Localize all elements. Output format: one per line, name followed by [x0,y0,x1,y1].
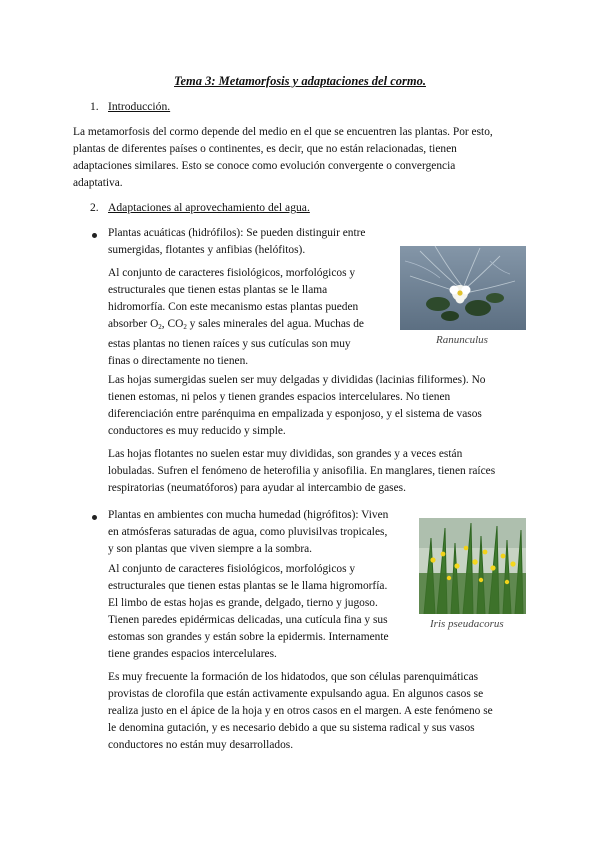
document-title: Tema 3: Metamorfosis y adaptaciones del cormo. [174,74,426,88]
text-line: estructurales que tienen estas plantas se le llama [108,284,328,296]
text-line: Tienen paredes epidérmicas delicadas, una cutícula fina y sus [108,614,388,626]
text-line: Las hojas flotantes no suelen estar muy divididas, son grandes y a veces están [108,448,463,460]
text-line: sumergidas, flotantes y anfibias (helófitos). [108,244,306,256]
bullet-marker [92,233,97,238]
text-line: lobuladas. Sufren el fenómeno de heterofilia y anisofilia. En manglares, tienen raíces [108,465,496,477]
section-title: Adaptaciones al aprovechamiento del agua. [108,201,310,214]
text-line: adaptaciones similares. Esto se conoce como evolución convergente o convergencia [73,160,456,172]
text-line: La metamorfosis del cormo depende del medio en el que se encuentren las plantas. Por esto, [73,126,493,138]
iris-pseudacorus-photo [419,518,526,614]
text-line: tiene grandes espacios intercelulares. [108,648,277,660]
hygrophytes-paragraph-1 [108,561,389,663]
text-line: Es muy frecuente la formación de los hidatodos, que son células parenquimáticas [108,671,479,683]
section-heading-adaptaciones [90,201,310,214]
absorb-suffix: y sales minerales del agua. Muchas de [186,318,364,330]
text-line: respiratorias (neumatóforos) para ayudar al intercambio de gases. [108,482,406,494]
section-title: Introducción. [108,100,171,113]
text-line: Al conjunto de caracteres fisiológicos, morfológicos y [108,267,356,279]
text-line: provistas de clorofila que están activamente expulsando agua. En algunos casos se [108,688,484,700]
co2-subscript: 2 [183,323,187,331]
text-line: plantas de diferentes países o continentes, es decir, que no están relacionadas, tienen [73,143,457,155]
text-line: conductores no están muy desarrollados. [108,739,294,751]
absorb-line [108,316,364,336]
absorb-mid: , CO [161,318,184,330]
text-line: realiza justo en el ápice de la hoja y en otros casos en el margen. A este fenómeno se [108,705,493,717]
text-line: finas o directamente no tienen. [108,355,249,367]
intro-paragraph [73,124,493,192]
iris-caption: Iris pseudacorus [430,618,504,630]
ranunculus-photo [400,246,526,330]
absorb-prefix: absorber O [108,318,159,330]
hydrophytes-bullet-text [108,225,366,259]
text-line: estructurales que tienen estas plantas se le llama higromorfía. [108,580,388,592]
text-line: Al conjunto de caracteres fisiológicos, morfológicos y [108,563,356,575]
hydrophytes-paragraph-2 [108,372,486,440]
text-line: adaptativa. [73,177,123,189]
text-line: le denomina gutación, y es necesario debido a que su sistema radical y sus vasos [108,722,475,734]
text-line: Plantas acuáticas (hidrófilos): Se pueden distinguir entre [108,227,366,239]
bullet-marker [92,515,97,520]
text-line: estomas son grandes y están sobre la epidermis. Internamente [108,631,389,643]
text-line: Las hojas sumergidas suelen ser muy delgadas y divididas (lacinias filiformes). No [108,374,486,386]
hygrophytes-bullet-text [108,507,388,558]
hydrophytes-paragraph-3 [108,446,495,497]
text-line: Plantas en ambientes con mucha humedad (higrófitos): Viven [108,509,389,521]
text-line: en atmósferas saturadas de agua, como pluvisilvas tropicales, [108,526,388,538]
section-heading-introduccion [90,100,170,113]
text-line: diferenciación entre parénquima en empalizada y esponjoso, y el sistema de vasos [108,408,482,420]
text-line: conductores es muy reducido y simple. [108,425,286,437]
ranunculus-caption: Ranunculus [436,334,488,346]
text-line: hidromorfía. Con este mecanismo estas plantas pueden [108,301,359,313]
hygrophytes-paragraph-2 [108,669,493,754]
text-line: y son plantas que viven siempre a la sombra. [108,543,313,555]
text-line: estas plantas no tienen raíces y sus cutículas son muy [108,338,351,350]
section-number: 2. [90,201,99,214]
text-line: El limbo de estas hojas es grande, delgado, tierno y jugoso. [108,597,378,609]
text-line: tienen estomas, ni pelos y tienen grandes espacios intercelulares. No tienen [108,391,451,403]
section-number: 1. [90,100,99,113]
hydrophytes-paragraph-1 [108,265,364,370]
o2-subscript: 2 [158,323,162,331]
